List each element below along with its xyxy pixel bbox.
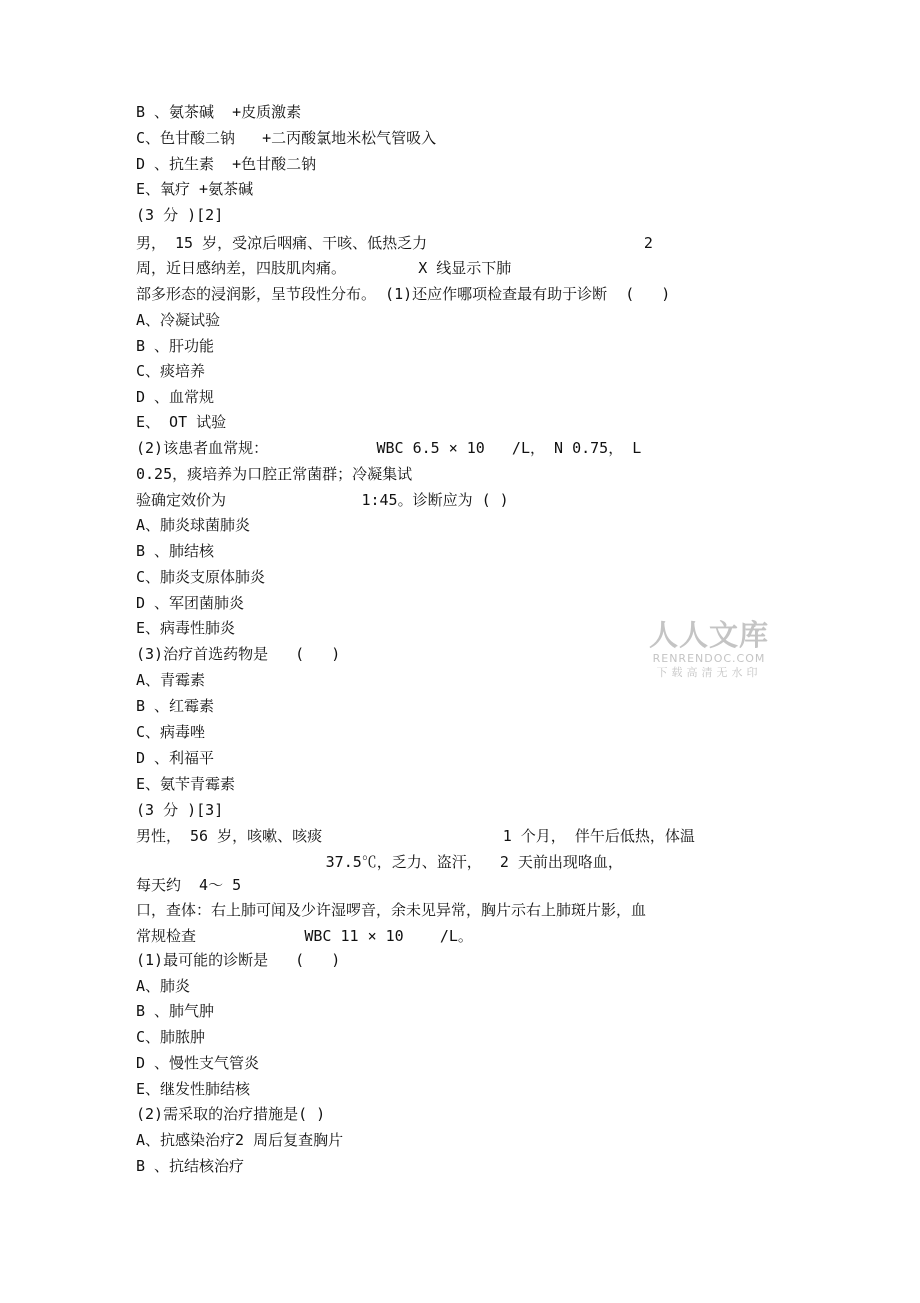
text-line: D 、利福平 [136, 749, 215, 767]
watermark [641, 618, 777, 680]
text-line: D 、抗生素 +色甘酸二钠 [136, 155, 317, 173]
text-line: 男性， 56 岁，咳嗽、咳痰 1 个月， 伴午后低热，体温 [136, 827, 695, 845]
text-line: A、抗感染治疗2 周后复查胸片 [136, 1131, 344, 1149]
text-line: D 、军团菌肺炎 [136, 594, 245, 612]
text-line: B 、肺结核 [136, 542, 215, 560]
text-line: D 、血常规 [136, 388, 215, 406]
text-line: 周，近日感纳差，四肢肌肉痛。 X 线显示下肺 [136, 259, 512, 277]
text-line: (2)该患者血常规： WBC 6.5 × 10 /L， N 0.75， L [136, 439, 642, 457]
text-line: E、继发性肺结核 [136, 1080, 251, 1098]
text-line: B 、红霉素 [136, 697, 215, 715]
text-line: A、肺炎球菌肺炎 [136, 516, 251, 534]
text-line: C、肺炎支原体肺炎 [136, 568, 266, 586]
text-line: 0.25，痰培养为口腔正常菌群；冷凝集试 [136, 465, 413, 483]
text-line: C、病毒唑 [136, 723, 206, 741]
watermark-tagline: 下载高清无水印 [656, 666, 762, 679]
text-line: B 、肺气肿 [136, 1002, 215, 1020]
text-line: A、青霉素 [136, 671, 206, 689]
text-line: (3)治疗首选药物是 ( ) [136, 645, 341, 663]
text-line: 每天约 4～ 5 [136, 876, 242, 894]
text-line: A、冷凝试验 [136, 311, 221, 329]
text-line: 常规检查 WBC 11 × 10 /L。 [136, 927, 473, 945]
text-line: C、痰培养 [136, 362, 206, 380]
text-line: (3 分 )[3] [136, 801, 224, 819]
text-line: C、肺脓肿 [136, 1028, 206, 1046]
text-line: 口，查体：右上肺可闻及少许湿啰音，余未见异常，胸片示右上肺斑片影，血 [136, 901, 647, 919]
text-line: (2)需采取的治疗措施是( ) [136, 1105, 326, 1123]
text-line: B 、肝功能 [136, 337, 215, 355]
text-line: E、病毒性肺炎 [136, 619, 236, 637]
text-line: B 、抗结核治疗 [136, 1157, 245, 1175]
text-line: A、肺炎 [136, 977, 191, 995]
text-line: 部多形态的浸润影，呈节段性分布。 (1)还应作哪项检查最有助于诊断 ( ) [136, 285, 671, 303]
text-line: E、氨苄青霉素 [136, 775, 236, 793]
text-line: E、氧疗 +氨茶碱 [136, 180, 254, 198]
text-line: 验确定效价为 1:45。诊断应为 ( ) [136, 491, 509, 509]
watermark-site: RENRENDOC.COM [652, 652, 766, 665]
text-line: (3 分 )[2] [136, 206, 224, 224]
text-line: B 、氨茶碱 +皮质激素 [136, 103, 302, 121]
text-line: 男， 15 岁，受凉后咽痛、干咳、低热乏力 2 [136, 234, 653, 252]
text-line: 37.5℃，乏力、盗汗， 2 天前出现咯血， [136, 853, 623, 871]
text-line: C、色甘酸二钠 +二丙酸氯地米松气管吸入 [136, 129, 437, 147]
watermark-title: 人人文库 [648, 618, 769, 652]
text-line: E、 OT 试验 [136, 413, 227, 431]
text-line: D 、慢性支气管炎 [136, 1054, 260, 1072]
text-line: (1)最可能的诊断是 ( ) [136, 951, 341, 969]
